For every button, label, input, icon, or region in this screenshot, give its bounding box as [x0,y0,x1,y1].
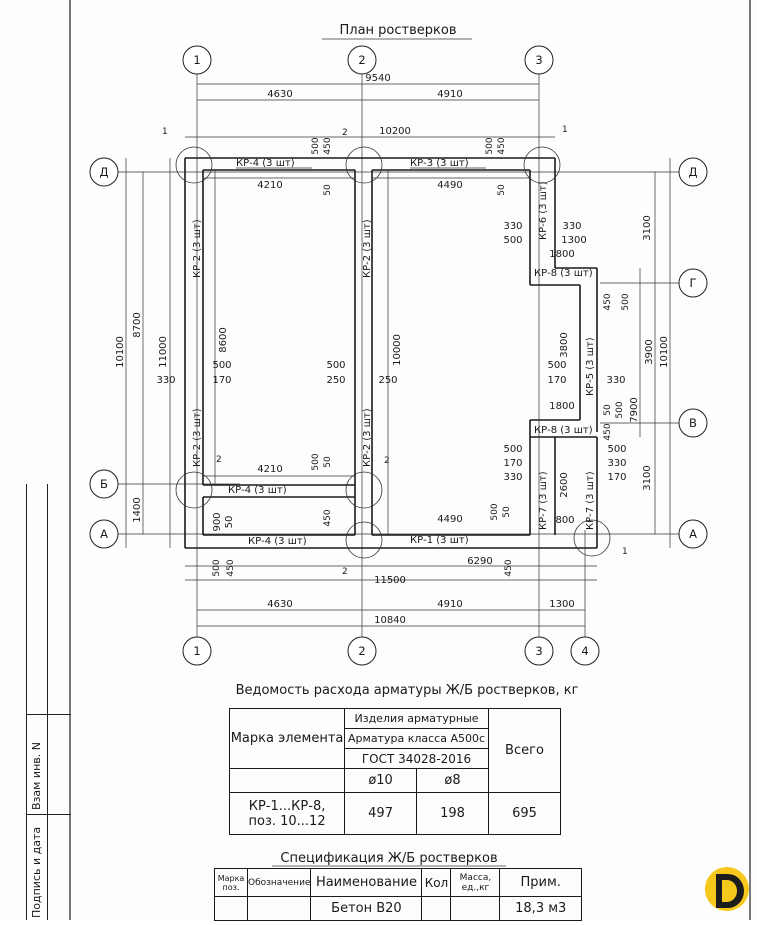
svg-text:КР-8 (3 шт): КР-8 (3 шт) [534,425,593,436]
svg-text:1: 1 [162,127,168,137]
svg-text:КР-1 (3 шт): КР-1 (3 шт) [410,535,469,546]
svg-text:2: 2 [342,567,348,577]
svg-text:10000: 10000 [392,334,403,366]
svg-text:КР-2 (3 шт): КР-2 (3 шт) [362,219,373,278]
spec-row-note: 18,3 м3 [500,897,582,921]
svg-text:4910: 4910 [437,599,463,610]
rebar-col-products: Изделия арматурные [345,709,489,729]
svg-text:КР-4 (3 шт): КР-4 (3 шт) [236,158,295,169]
svg-text:500: 500 [607,444,627,455]
svg-text:1: 1 [562,125,568,135]
dims-left [115,158,176,548]
svg-text:10100: 10100 [115,336,126,368]
axis-bottom-3: 3 [535,644,543,658]
svg-text:500: 500 [615,401,625,419]
svg-text:КР-3 (3 шт): КР-3 (3 шт) [410,158,469,169]
svg-text:450: 450 [323,509,333,527]
svg-text:2: 2 [342,128,348,138]
svg-text:330: 330 [562,221,582,232]
axis-right-V: В [689,416,697,430]
svg-text:250: 250 [378,375,398,386]
svg-text:50: 50 [323,456,333,468]
svg-text:500: 500 [547,360,567,371]
svg-text:3100: 3100 [642,215,653,241]
axis-bubbles-top [183,46,553,74]
svg-text:330: 330 [503,472,523,483]
spec-row-name: Бетон В20 [311,897,422,921]
svg-text:3100: 3100 [642,465,653,491]
svg-text:КР-8 (3 шт): КР-8 (3 шт) [534,268,593,279]
svg-text:500: 500 [311,137,321,155]
svg-text:10840: 10840 [374,615,406,626]
svg-text:330: 330 [607,458,627,469]
axis-right-D: Д [688,165,698,179]
rebar-col-total: Всего [488,709,560,793]
axis-top-3: 3 [535,53,543,67]
svg-text:50: 50 [497,184,507,196]
svg-text:1400: 1400 [132,497,143,523]
svg-text:50: 50 [323,184,333,196]
dims-bottom [185,556,597,626]
svg-text:50: 50 [502,506,512,518]
axis-left-A: А [100,527,108,541]
svg-text:4210: 4210 [257,180,283,191]
dims-top [185,73,555,137]
axis-bottom-2: 2 [358,644,366,658]
spec-col-mark: Марка поз. [215,869,248,897]
spec-col-mass: Масса, ед.,кг [451,869,500,897]
svg-text:2: 2 [216,455,222,465]
axis-bubbles-bottom [183,637,599,665]
svg-text:450: 450 [603,293,613,311]
svg-text:КР-6 (3 шт): КР-6 (3 шт) [538,181,549,240]
svg-text:3900: 3900 [644,339,655,365]
plan-title: План ростверков [339,23,457,38]
rebar-row-mark: КР-1...КР-8, поз. 10...12 [230,793,345,835]
svg-text:8700: 8700 [132,312,143,338]
rebar-col-class: Арматура класса А500с [345,729,489,749]
svg-text:250: 250 [326,375,346,386]
axis-bottom-4: 4 [581,644,589,658]
svg-text:1300: 1300 [549,599,575,610]
rebar-row-d8: 198 [417,793,489,835]
rebar-col-d10: ø10 [345,769,417,793]
svg-text:500: 500 [490,503,500,521]
svg-text:КР-7 (3 шт): КР-7 (3 шт) [585,471,596,530]
svg-text:1: 1 [622,547,628,557]
spec-col-note: Прим. [500,869,582,897]
svg-text:500: 500 [212,559,222,577]
rebar-col-d8: ø8 [417,769,489,793]
svg-text:11500: 11500 [374,575,406,586]
rebar-row-total: 695 [488,793,560,835]
svg-text:800: 800 [555,515,575,526]
svg-text:10100: 10100 [659,336,670,368]
svg-text:11000: 11000 [158,336,169,368]
svg-text:КР-2 (3 шт): КР-2 (3 шт) [192,219,203,278]
axis-left-D: Д [99,165,109,179]
svg-text:50: 50 [224,515,235,529]
svg-text:8600: 8600 [218,327,229,353]
svg-text:170: 170 [607,472,627,483]
svg-text:170: 170 [547,375,567,386]
spec-col-designation: Обозначение [248,869,311,897]
svg-text:2600: 2600 [559,472,570,498]
svg-text:4490: 4490 [437,180,463,191]
svg-text:КР-2 (3 шт): КР-2 (3 шт) [362,408,373,467]
spec-table-caption: Спецификация Ж/Б ростверков [280,851,498,866]
svg-text:4630: 4630 [267,89,293,100]
spec-table [214,868,582,921]
svg-text:450: 450 [226,559,236,577]
svg-text:330: 330 [156,375,176,386]
axis-right-A: А [689,527,697,541]
svg-text:КР-7 (3 шт): КР-7 (3 шт) [538,471,549,530]
svg-text:КР-2 (3 шт): КР-2 (3 шт) [192,408,203,467]
svg-text:500: 500 [311,453,321,471]
svg-text:3800: 3800 [559,332,570,358]
svg-text:4630: 4630 [267,599,293,610]
rebar-col-gost: ГОСТ 34028-2016 [345,749,489,769]
svg-text:6290: 6290 [467,556,493,567]
svg-text:500: 500 [503,235,523,246]
svg-text:9540: 9540 [365,73,391,84]
svg-text:КР-4 (3 шт): КР-4 (3 шт) [248,536,307,547]
axis-bubbles-left [90,158,118,548]
svg-text:10200: 10200 [379,126,411,137]
axis-bubbles-right [679,158,707,548]
svg-text:2: 2 [384,456,390,466]
rebar-col-mark: Марка элемента [230,709,345,769]
rebar-table-caption: Ведомость расхода арматуры Ж/Б ростверков, кг [235,683,579,698]
svg-text:КР-4 (3 шт): КР-4 (3 шт) [228,485,287,496]
logo-icon [702,864,752,916]
svg-text:500: 500 [503,444,523,455]
svg-text:1300: 1300 [561,235,587,246]
axis-left-B: Б [100,477,108,491]
svg-text:450: 450 [603,423,613,441]
svg-text:900: 900 [212,512,223,532]
svg-text:330: 330 [503,221,523,232]
svg-text:4210: 4210 [257,464,283,475]
interior-dims [203,170,627,535]
spec-col-name: Наименование [311,869,422,897]
rebar-row-d10: 497 [345,793,417,835]
axis-top-1: 1 [193,53,201,67]
svg-text:1800: 1800 [549,401,575,412]
side-stamp-inv: Взам инв. N [30,742,43,810]
svg-text:450: 450 [497,137,507,155]
rebar-table [229,708,561,835]
svg-text:КР-5 (3 шт): КР-5 (3 шт) [585,337,596,396]
axis-bottom-1: 1 [193,644,201,658]
svg-text:170: 170 [503,458,523,469]
svg-text:4910: 4910 [437,89,463,100]
svg-text:1800: 1800 [549,249,575,260]
dims-right [629,158,670,548]
svg-text:450: 450 [504,559,514,577]
svg-text:500: 500 [326,360,346,371]
svg-text:7900: 7900 [629,397,640,423]
svg-text:50: 50 [603,404,613,416]
svg-text:500: 500 [212,360,232,371]
axis-top-2: 2 [358,53,366,67]
svg-text:500: 500 [621,293,631,311]
svg-text:450: 450 [323,137,333,155]
svg-text:4490: 4490 [437,514,463,525]
side-stamp-sign: Подпись и дата [30,826,43,918]
svg-text:330: 330 [606,375,626,386]
spec-col-qty: Кол [422,869,451,897]
svg-text:170: 170 [212,375,232,386]
axis-right-G: Г [689,276,697,290]
svg-text:500: 500 [485,137,495,155]
